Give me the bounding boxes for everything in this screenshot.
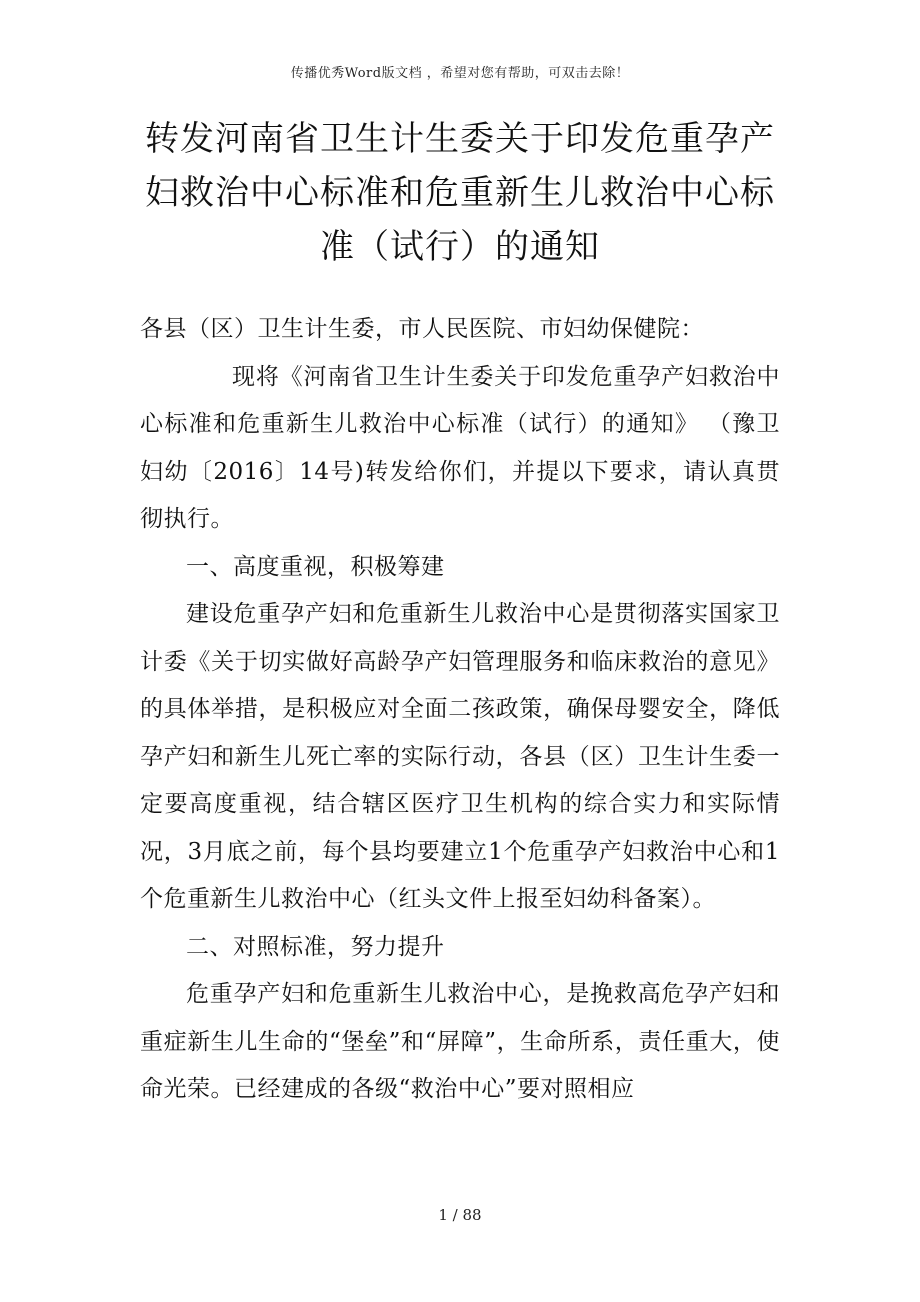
intro-paragraph: 现将《河南省卫生计生委关于印发危重孕产妇救治中心标准和危重新生儿救治中心标准（试行）的通知》 （豫卫妇幼〔2016〕14号)转发给你们，并提以下要求，请认真贯彻执行。 [140,363,780,532]
section-2-paragraph: 危重孕产妇和危重新生儿救治中心，是挽救高危孕产妇和重症新生儿生命的“堡垒”和“屏障”，生命所系，责任重大，使命光荣。已经建成的各级“救治中心”要对照相应 [140,981,780,1102]
section-1-heading: 一、高度重视，积极筹建 [186,553,445,580]
section-2-heading: 二、对照标准，努力提升 [186,933,445,960]
title-line-3: 准（试行）的通知 [320,227,600,267]
salutation: 各县（区）卫生计生委，市人民医院、市妇幼保健院： [140,316,704,342]
header-note: 传播优秀Word版文档 ，希望对您有帮助，可双击去除！ [290,66,630,81]
page-number: 1 / 88 [438,1206,482,1224]
section-1-paragraph: 建设危重孕产妇和危重新生儿救治中心是贯彻落实国家卫计委《关于切实做好高龄孕产妇管理服务和临床救治的意见》的具体举措，是积极应对全面二孩政策，确保母婴安全，降低孕产妇和新生儿死亡率的实际行动，各县（区）卫生计生委一定要高度重视，结合辖区医疗卫生机构的综合实力和实际情况，3月底之前，每个县均要建立1个危重孕产妇救治中心和1个危重新生儿救治中心（红头文件上报至妇幼科备案）。 [140,601,780,912]
title-line-1: 转发河南省卫生计生委关于印发危重孕产 [145,119,775,159]
document-body [140,306,780,1114]
title-line-2: 妇救治中心标准和危重新生儿救治中心标 [145,173,775,213]
document-title [140,112,780,274]
